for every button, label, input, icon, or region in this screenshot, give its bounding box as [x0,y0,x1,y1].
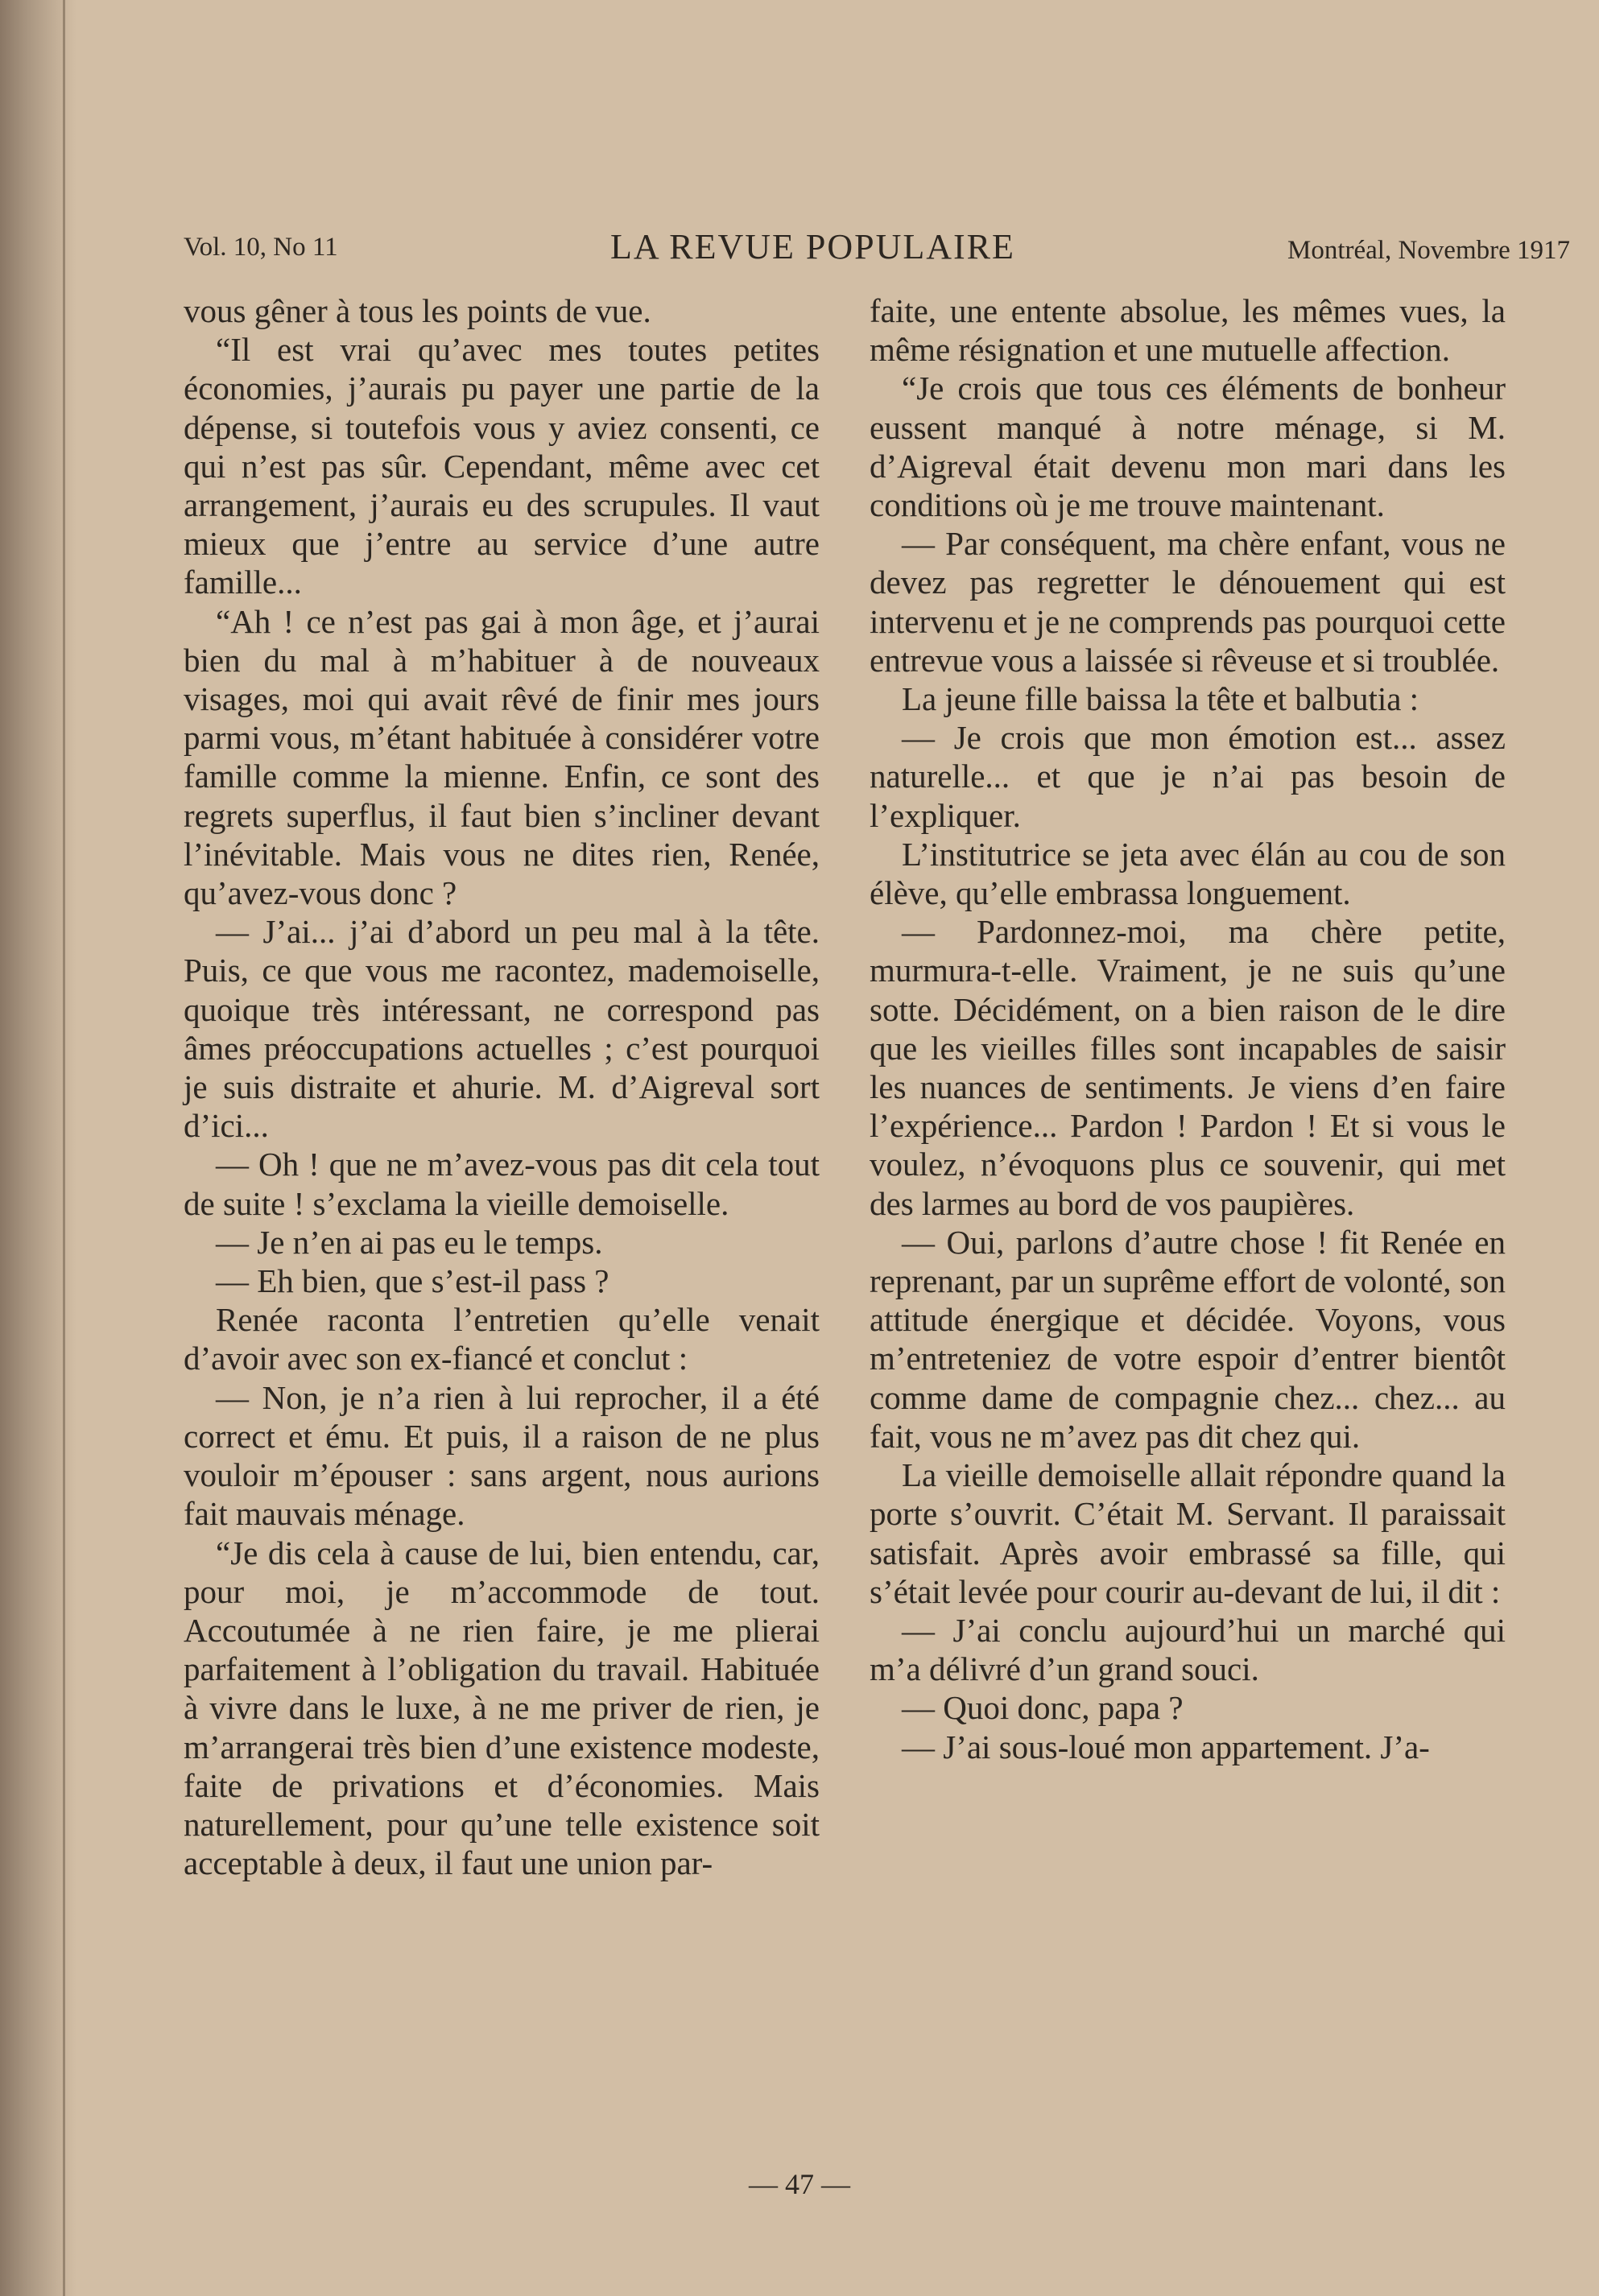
paragraph: “Il est vrai qu’avec mes toutes petites économies, j’aurais pu payer une partie de la dépense, si toutefois vous y aviez consenti, ce qui n’est pas sûr. Cependant, même avec cet arrangement, j’aurais eu des scrupules. Il vaut mieux que j’entre au service d’une autre famille... [184,331,820,601]
running-header [184,229,1570,286]
paragraph: — Oh ! que ne m’avez-vous pas dit cela tout de suite ! s’exclama la vieille demoiselle. [184,1146,820,1222]
paragraph: — Quoi donc, papa ? [902,1689,1184,1727]
paragraph: — J’ai... j’ai d’abord un peu mal à la tête. Puis, ce que vous me racontez, mademoiselle, quoique très intéressant, ne correspond pas âmes préoccupations actuelles ; c’est pourquoi je suis distraite et ahurie. M. d’Aigreval sort d’ici... [184,913,820,1145]
paragraph: La jeune fille baissa la tête et balbutia : [902,680,1419,718]
paragraph: — J’ai sous-loué mon appartement. J’a- [902,1728,1430,1765]
paragraph: “Je crois que tous ces éléments de bonheur eussent manqué à notre ménage, si M. d’Aigreval était devenu mon mari dans les conditions où je me trouve maintenant. [870,370,1506,524]
paragraph: — Par conséquent, ma chère enfant, vous ne devez pas regretter le dénouement qui est intervenu et je ne comprends pas pourquoi cette entrevue vous a laissée si rêveuse et si troublée. [870,525,1506,679]
paragraph: L’institutrice se jeta avec élán au cou de son élève, qu’elle embrassa longuement. [870,835,1506,912]
paragraph: — J’ai conclu aujourd’hui un marché qui m’a délivré d’un grand souci. [870,1611,1506,1688]
paragraph: “Je dis cela à cause de lui, bien entendu, car, pour moi, je m’accommode de tout. Accoutumée à ne rien faire, je me plierai parfaitement à l’obligation du travail. Habituée à vivre dans le luxe, à ne me priver de rien, je m’arrangerai très bien d’une existence modeste, faite de privations et d’économies. Mais naturellement, pour qu’une telle existence soit acceptable à deux, il faut une union par- [184,1534,820,1882]
paragraph: vous gêner à tous les points de vue. [184,292,651,329]
issue-date: Montréal, Novembre 1917 [1287,236,1570,265]
paragraph: La vieille demoiselle allait répondre quand la porte s’ouvrit. C’était M. Servant. Il paraissait satisfait. Après avoir embrassé sa fille, qui s’était levée pour courir au-devant de lui, il dit : [870,1456,1506,1610]
paragraph: — Je n’en ai pas eu le temps. [216,1223,603,1261]
right-column [870,291,1506,1766]
page-number: — 47 — [749,2168,850,2200]
paragraph: — Non, je n’a rien à lui reprocher, il a été correct et ému. Et puis, il a raison de ne plus vouloir m’épouser : sans argent, nous aurions fait mauvais ménage. [184,1378,820,1533]
paragraph: — Oui, parlons d’autre chose ! fit Renée en reprenant, par un suprême effort de volonté, son attitude énergique et décidée. Voyons, vous m’entreteniez de votre espoir d’entrer bientôt comme dame de compagnie chez... chez... au fait, vous ne m’avez pas dit chez qui. [870,1223,1506,1455]
binding-edge [63,0,65,2296]
publication-title: LA REVUE POPULAIRE [610,227,1015,266]
left-column [184,291,820,1882]
paragraph: faite, une entente absolue, les mêmes vues, la même résignation et une mutuelle affection. [870,292,1506,369]
volume-number: Vol. 10, No 11 [184,233,338,262]
paragraph: — Eh bien, que s’est-il pass ? [216,1262,609,1300]
paragraph: “Ah ! ce n’est pas gai à mon âge, et j’aurai bien du mal à m’habituer à de nouveaux visages, moi qui avait rêvé de finir mes jours parmi vous, m’étant habituée à considérer votre famille comme la mienne. Enfin, ce sont des regrets superflus, il faut bien s’incliner devant l’inévitable. Mais vous ne dites rien, Renée, qu’avez-vous donc ? [184,602,820,912]
paragraph: — Pardonnez-moi, ma chère petite, murmura-t-elle. Vraiment, je ne suis qu’une sotte. Décidément, on a bien raison de le dire que les vieilles filles sont incapables de saisir les nuances de sentiments. Je viens d’en faire l’expérience... Pardon ! Pardon ! Et si vous le voulez, n’évoquons plus ce souvenir, qui met des larmes au bord de vos paupières. [870,913,1506,1222]
paragraph: — Je crois que mon émotion est... assez naturelle... et que je n’ai pas besoin de l’expliquer. [870,719,1506,834]
paragraph: Renée raconta l’entretien qu’elle venait d’avoir avec son ex-fiancé et conclut : [184,1301,820,1377]
